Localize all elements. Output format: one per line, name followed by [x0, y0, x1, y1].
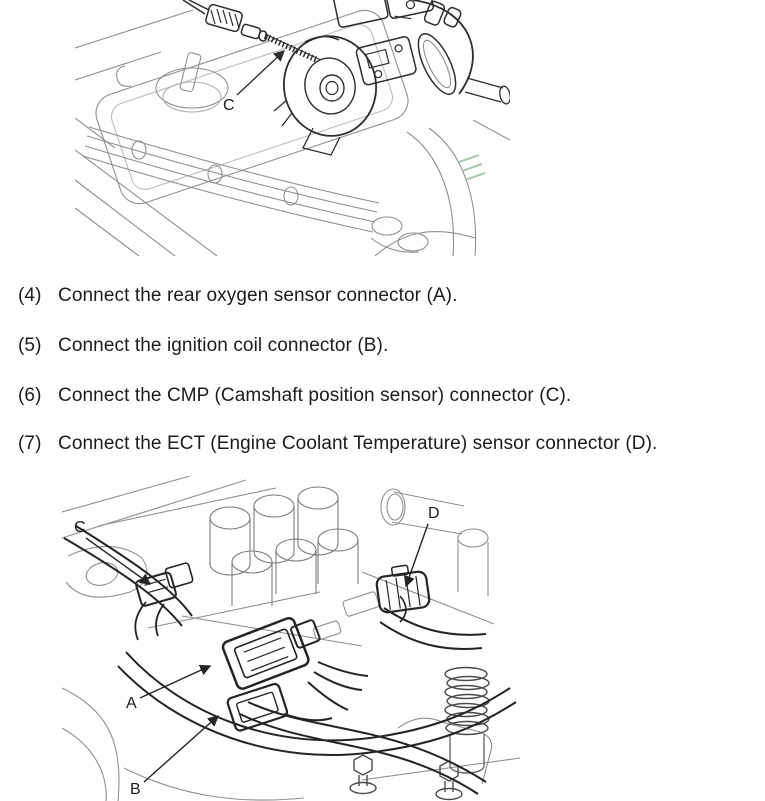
engine-top-illustration — [75, 0, 510, 256]
figure-engine-connectors — [62, 476, 520, 801]
callout-b — [130, 716, 218, 798]
step-number: (7) — [18, 433, 42, 454]
engine-connector-illustration — [62, 476, 520, 801]
mounting-bolts — [350, 755, 462, 800]
step-item-6 — [18, 384, 758, 407]
step-number: (5) — [18, 335, 42, 356]
callout-c-top-leader — [237, 51, 284, 95]
engine-background-lines — [75, 5, 510, 256]
connector-c-cmp — [134, 562, 196, 606]
callout-c-top-label: C — [223, 97, 235, 114]
throttle-cable-assembly — [183, 0, 339, 60]
coil-towers — [210, 487, 358, 606]
step-number: (4) — [18, 285, 42, 306]
callout-c-label: C — [74, 519, 86, 536]
callout-c-leader — [86, 538, 150, 584]
hose-clamp-accent — [459, 155, 485, 180]
step-text: Connect the ECT (Engine Coolant Temperature) sensor connector (D). — [58, 433, 658, 454]
callout-d-label: D — [428, 505, 440, 522]
callout-b-leader — [144, 716, 218, 782]
step-item-4 — [18, 284, 758, 307]
figure-engine-cmp-connector — [75, 0, 510, 256]
step-text: Connect the rear oxygen sensor connector (A). — [58, 285, 458, 306]
actuator-and-coil-blocks — [332, 0, 510, 105]
callout-a-label: A — [126, 695, 137, 712]
callout-b-label: B — [130, 781, 141, 798]
step-text: Connect the ignition coil connector (B). — [58, 335, 389, 356]
step-item-7 — [18, 432, 758, 455]
step-number: (6) — [18, 385, 42, 406]
step-item-5 — [18, 334, 758, 357]
wiring-harness — [64, 526, 516, 794]
step-text: Connect the CMP (Camshaft position sensor) connector (C). — [58, 385, 572, 406]
callout-c-top — [223, 51, 284, 114]
